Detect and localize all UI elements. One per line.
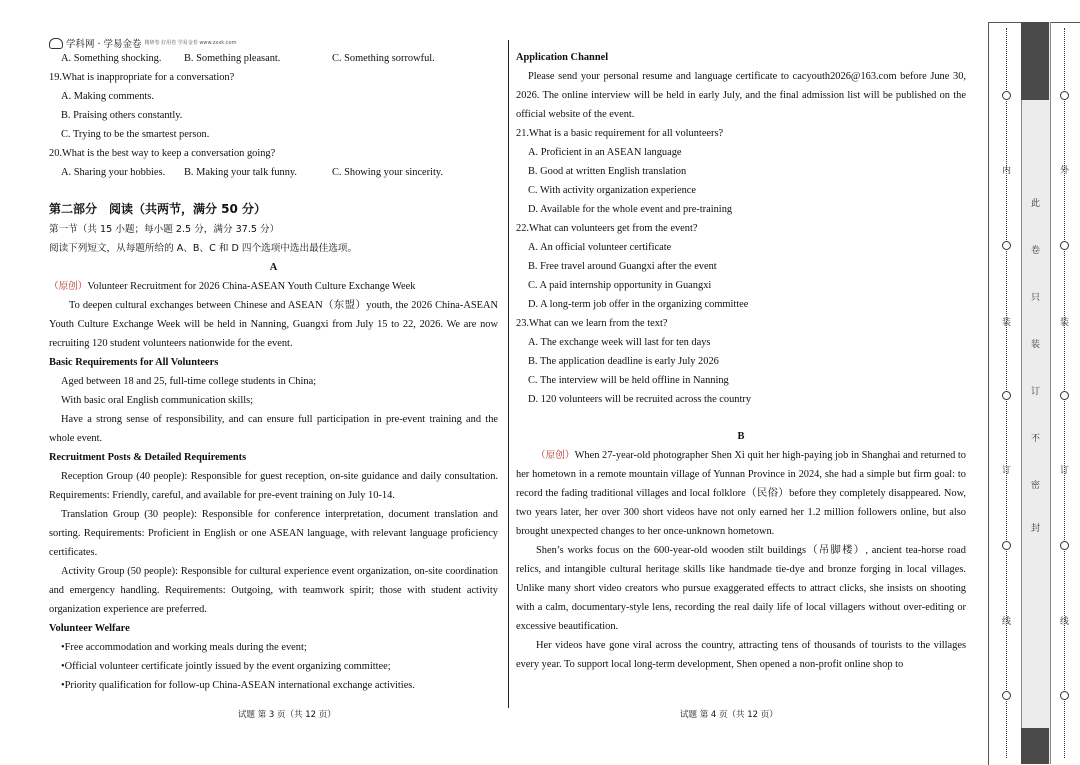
q22-stem: 22.What can volunteers get from the event? — [516, 223, 698, 234]
q20-option-b: B. Making your talk funny. — [184, 167, 298, 178]
basic-requirements-heading: Basic Requirements for All Volunteers — [49, 357, 219, 368]
post-activity: Activity Group (50 people): Responsible for cultural experience event organization, on-site coordination and emergency handling. Requirements: Outgoing, with teamwork spirit; those with student activity organization experience are preferred. — [49, 566, 498, 615]
binding-notice-char: 装 — [1031, 340, 1041, 350]
basic-requirement: With basic oral English communication skills; — [61, 395, 254, 406]
binding-notice-char: 此 — [1031, 199, 1041, 209]
channel-text: Please send your personal resume and language certificate to cacyouth2026@163.com before June 30, 2026. The online interview will be held in early July, and the final admission list will be published on the official website of the event. — [516, 71, 966, 120]
q20-option-a: A. Sharing your hobbies. — [61, 167, 166, 178]
passage-b-letter: B — [737, 431, 745, 442]
channel-heading: Application Channel — [516, 52, 609, 63]
passage-a-intro: To deepen cultural exchanges between Chinese and ASEAN（东盟）youth, the 2026 China-ASEAN Youth Culture Exchange Week will be held in Nanning, Guangxi from July 15 to 22, 2026. We are now recruiting 120 student volunteers nationwide for the event. — [49, 300, 498, 349]
binding-char: 线 — [1060, 617, 1070, 627]
q23-option-b: B. The application deadline is early July 2026 — [528, 356, 719, 367]
q18-option-c: C. Something sorrowful. — [332, 53, 435, 64]
binding-hole-icon — [1060, 391, 1069, 400]
passage-b-p3: Her videos have gone viral across the country, attracting tens of thousands of tourists to the villages every year. To support local long-term development, Shen opened a non-profit online shop to — [516, 640, 966, 670]
passage-a-title: Volunteer Recruitment for 2026 China-ASEAN Youth Culture Exchange Week — [87, 281, 416, 292]
passage-b-p1 — [516, 446, 966, 541]
binding-char: 装 — [1002, 318, 1012, 328]
binding-hole-icon — [1002, 691, 1011, 700]
binding-notice-char: 订 — [1031, 387, 1041, 397]
binding-char: 线 — [1002, 617, 1012, 627]
logo-text: 学科网 · 学易金卷 — [66, 39, 142, 50]
right-column — [516, 36, 966, 674]
q23-option-c: C. The interview will be held offline in Nanning — [528, 375, 729, 386]
q23-option-a: A. The exchange week will last for ten days — [528, 337, 711, 348]
binding-char: 内 — [1002, 166, 1012, 176]
q22-option-a: A. An official volunteer certificate — [528, 242, 672, 253]
basic-requirement: Aged between 18 and 25, full-time college students in China; — [61, 376, 317, 387]
posts-heading: Recruitment Posts & Detailed Requirements — [49, 452, 247, 463]
original-tag: （原创） — [49, 281, 88, 292]
left-column — [49, 36, 498, 695]
q20-stem: 20.What is the best way to keep a conversation going? — [49, 148, 276, 159]
q21-option-d: D. Available for the whole event and pre-training — [528, 204, 733, 215]
q19-option-a: A. Making comments. — [61, 91, 154, 102]
binding-notice-char: 只 — [1031, 293, 1041, 303]
welfare-item: •Official volunteer certificate jointly issued by the event organizing committee; — [61, 661, 391, 672]
q22-option-c: C. A paid internship opportunity in Guangxi — [528, 280, 712, 291]
binding-bar-bottom — [1021, 728, 1049, 764]
original-tag: （原创） — [536, 450, 575, 461]
reading-instructions: 阅读下列短文，从每题所给的 A、B、C 和 D 四个选项中选出最佳选项。 — [49, 243, 358, 254]
binding-notice-char: 密 — [1031, 481, 1041, 491]
q20-options — [49, 163, 498, 182]
binding-hole-icon — [1002, 391, 1011, 400]
binding-hole-icon — [1060, 91, 1069, 100]
binding-hole-icon — [1060, 691, 1069, 700]
basic-requirement: Have a strong sense of responsibility, and can ensure full participation in pre-event training and the whole event. — [49, 414, 498, 444]
binding-bar-top — [1021, 22, 1049, 100]
welfare-item: •Priority qualification for follow-up China-ASEAN international exchange activities. — [61, 680, 415, 691]
page-footer-left: 试题 第 3 页（共 12 页） — [238, 710, 336, 720]
passage-b-p1-text: When 27-year-old photographer Shen Xi quit her high-paying job in Shanghai and returned to her hometown in a remote mountain village of Yunnan Province in 2024, she had a simple but firm goal: to record the fading traditional villages and local folklore（民俗）before they completely disappeared. Now, two years later, her over 300 short videos have not only earned her 1.2 million followers online, but also brought unexpected changes to her once-unknown hometown. — [516, 450, 966, 537]
binding-char: 订 — [1002, 466, 1012, 476]
q23-option-d: D. 120 volunteers will be recruited across the country — [528, 394, 752, 405]
q19-option-c: C. Trying to be the smartest person. — [61, 129, 210, 140]
binding-notice-char: 封 — [1031, 524, 1041, 534]
post-reception: Reception Group (40 people): Responsible for guest reception, on-site guidance and daily consultation. Requirements: Friendly, careful, and available for pre-event training on July 10-14. — [49, 471, 498, 501]
q23-stem: 23.What can we learn from the text? — [516, 318, 668, 329]
page-footer-right: 试题 第 4 页（共 12 页） — [680, 710, 778, 720]
binding-char: 订 — [1060, 466, 1070, 476]
section-title: 第二部分 阅读（共两节，满分 50 分） — [49, 202, 267, 216]
q22-option-d: D. A long-term job offer in the organizing committee — [528, 299, 749, 310]
binding-hole-icon — [1002, 541, 1011, 550]
post-translation: Translation Group (30 people): Responsible for conference interpretation, document translation and sorting. Requirements: Proficient in English or one ASEAN language, with relevant language proficiency certificates. — [49, 509, 498, 558]
passage-b-p2: Shen’s works focus on the 600-year-old wooden stilt buildings（吊脚楼）, ancient tea-horse road relics, and intangible cultural heritage skills like handmade tie-dye and bronze forging in local villages. Unlike many short video creators who pursue exaggerated effects to attract clicks, she insists on shooting with a calm, documentary-style lens, recording the real daily life of local villagers without over-editing or excessive beautification. — [516, 545, 966, 632]
binding-notice-char: 不 — [1031, 434, 1041, 444]
q22-option-b: B. Free travel around Guangxi after the event — [528, 261, 717, 272]
binding-char: 装 — [1060, 318, 1070, 328]
passage-a-title-line — [49, 277, 498, 296]
q21-option-b: B. Good at written English translation — [528, 166, 687, 177]
q18-options — [49, 49, 498, 68]
q19-option-b: B. Praising others constantly. — [61, 110, 183, 121]
binding-notice-char: 卷 — [1031, 246, 1041, 256]
q18-option-b: B. Something pleasant. — [184, 53, 281, 64]
q21-option-a: A. Proficient in an ASEAN language — [528, 147, 682, 158]
binding-hole-icon — [1060, 541, 1069, 550]
logo-subtext: 精研卷 好用卷 学易金卷 www.zxxk.com — [144, 40, 237, 46]
q21-stem: 21.What is a basic requirement for all volunteers? — [516, 128, 724, 139]
binding-hole-icon — [1002, 241, 1011, 250]
q18-option-a: A. Something shocking. — [61, 53, 162, 64]
binding-hole-icon — [1002, 91, 1011, 100]
welfare-item: •Free accommodation and working meals during the event; — [61, 642, 307, 653]
welfare-heading: Volunteer Welfare — [49, 623, 130, 634]
q19-stem: 19.What is inappropriate for a conversation? — [49, 72, 235, 83]
q21-option-c: C. With activity organization experience — [528, 185, 696, 196]
binding-char: 外 — [1060, 166, 1070, 176]
section-subtitle: 第一节（共 15 小题；每小题 2.5 分，满分 37.5 分） — [49, 224, 280, 235]
column-divider — [508, 40, 509, 708]
q20-option-c: C. Showing your sincerity. — [332, 167, 444, 178]
passage-a-letter: A — [269, 262, 278, 273]
binding-hole-icon — [1060, 241, 1069, 250]
